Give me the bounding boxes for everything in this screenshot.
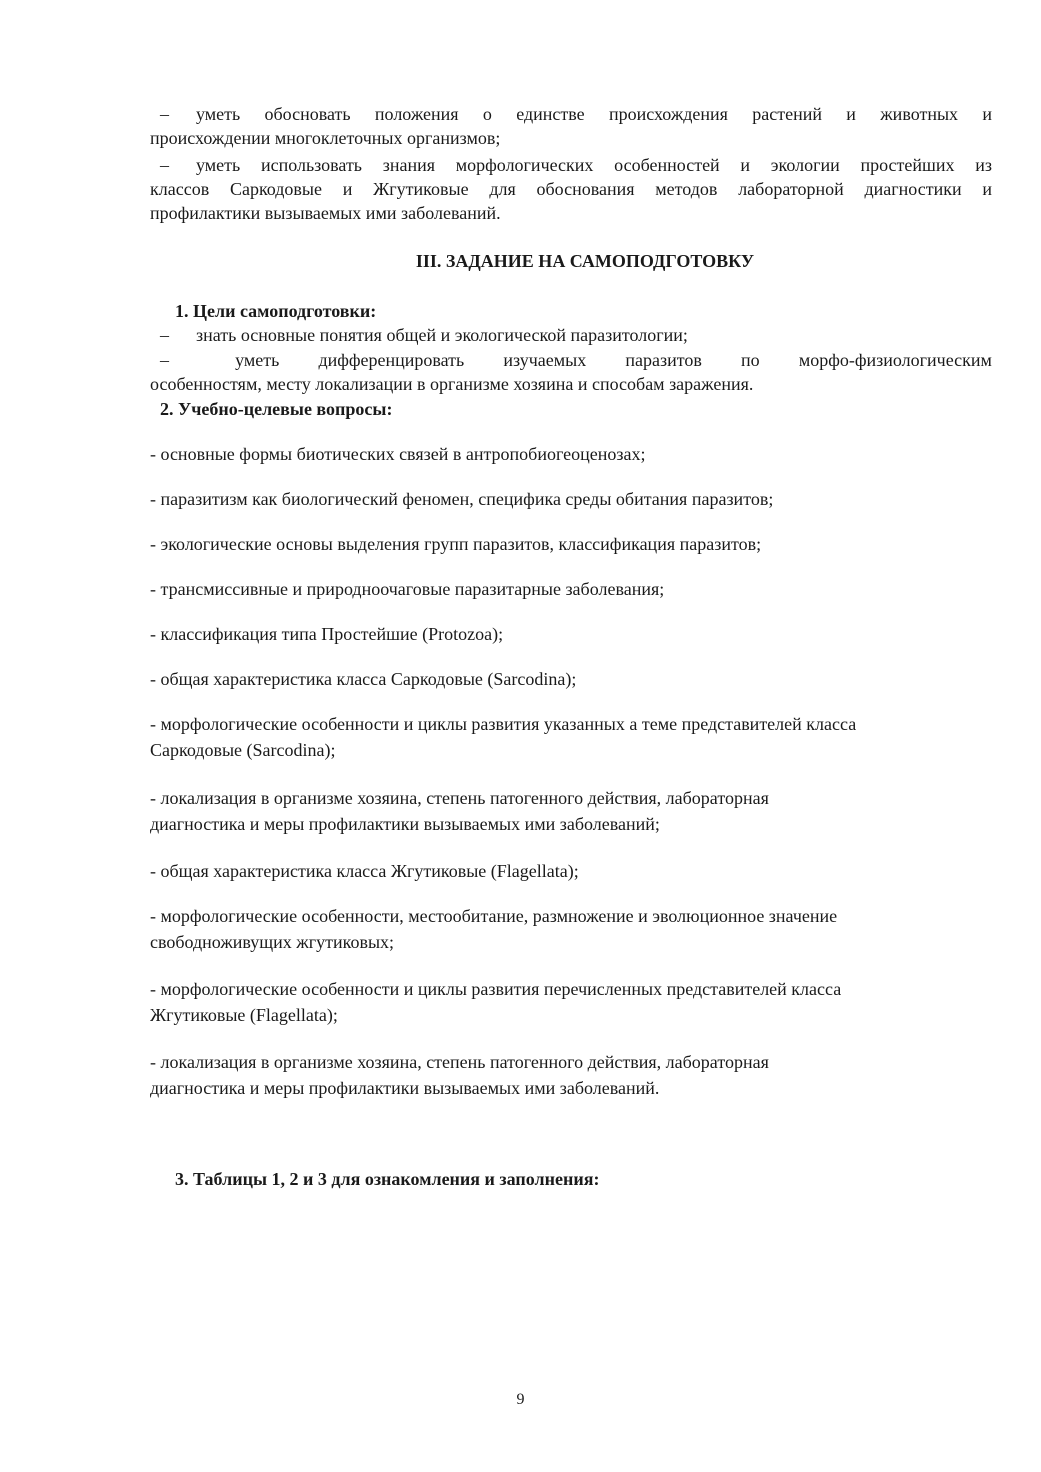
goals-bullet-1 <box>150 323 992 347</box>
question-item <box>150 976 992 1028</box>
question-item-line-1: - общая характеристика класса Саркодовые (Sarcodina); <box>150 669 577 689</box>
question-item-line-2: Саркодовые (Sarcodina); <box>150 740 336 760</box>
goals-bullet-2-word: морфо-физиологическим <box>798 350 992 370</box>
goals-bullet-2-word: паразитов <box>625 350 702 370</box>
goals-bullet-2-word: уметь <box>235 350 280 370</box>
question-item-line-1: - морфологические особенности, местообитание, размножение и эволюционное значение <box>150 906 838 926</box>
goals-bullet-2-line-2: особенностям, месту локализации в организме хозяина и способам заражения. <box>150 374 754 394</box>
goals-bullet-2-word: по <box>741 350 760 370</box>
question-item <box>150 858 992 884</box>
question-item-line-1: - классификация типа Простейшие (Protozoa); <box>150 624 504 644</box>
intro-bullet-2-line-1: уметь использовать знания морфологических особенностей и экологии простейших из <box>196 155 992 175</box>
question-item <box>150 621 992 647</box>
question-item-line-1: - морфологические особенности и циклы развития указанных а теме представителей класса <box>150 714 857 734</box>
question-item-line-2: диагностика и меры профилактики вызываемых ими заболеваний; <box>150 814 660 834</box>
question-item-line-1: - экологические основы выделения групп паразитов, классификация паразитов; <box>150 534 762 554</box>
question-item-line-2: диагностика и меры профилактики вызываемых ими заболеваний. <box>150 1078 660 1098</box>
questions-heading: 2. Учебно-целевые вопросы: <box>160 399 393 419</box>
tables-heading: 3. Таблицы 1, 2 и 3 для ознакомления и заполнения: <box>175 1169 600 1189</box>
question-item <box>150 903 992 955</box>
question-item-line-1: - трансмиссивные и природноочаговые паразитарные заболевания; <box>150 579 665 599</box>
question-item <box>150 1049 992 1101</box>
question-item-line-1: - основные формы биотических связей в антропобиогеоценозах; <box>150 444 646 464</box>
dash-marker: – <box>160 155 169 175</box>
question-item <box>150 711 992 763</box>
dash-marker: – <box>160 350 169 370</box>
question-item <box>150 531 992 557</box>
intro-bullet-2 <box>150 153 992 225</box>
question-item <box>150 666 992 692</box>
intro-bullet-1-line-1: уметь обосновать положения о единстве происхождения растений и животных и <box>196 104 992 124</box>
goals-bullet-2 <box>150 348 992 396</box>
question-item-line-1: - общая характеристика класса Жгутиковые (Flagellata); <box>150 861 579 881</box>
question-item-line-1: - паразитизм как биологический феномен, специфика среды обитания паразитов; <box>150 489 774 509</box>
question-item-line-1: - морфологические особенности и циклы развития перечисленных представителей класса <box>150 979 842 999</box>
intro-bullet-1 <box>150 102 992 150</box>
page-number: 9 <box>516 1391 525 1408</box>
intro-bullet-2-line-3: профилактики вызываемых ими заболеваний. <box>150 203 501 223</box>
dash-marker: – <box>160 104 169 124</box>
goals-bullet-1-text: знать основные понятия общей и экологической паразитологии; <box>196 325 688 345</box>
goals-heading: 1. Цели самоподготовки: <box>175 301 377 321</box>
question-item <box>150 576 992 602</box>
question-item-line-1: - локализация в организме хозяина, степень патогенного действия, лабораторная <box>150 788 769 808</box>
question-item-line-2: Жгутиковые (Flagellata); <box>150 1005 338 1025</box>
goals-bullet-2-word: изучаемых <box>503 350 587 370</box>
intro-bullet-1-line-2: происхождении многоклеточных организмов; <box>150 128 501 148</box>
section-title: III. ЗАДАНИЕ НА САМОПОДГОТОВКУ <box>415 251 755 271</box>
question-item <box>150 785 992 837</box>
dash-marker: – <box>160 325 169 345</box>
goals-bullet-2-word: дифференцировать <box>318 350 465 370</box>
question-item <box>150 441 992 467</box>
question-item <box>150 486 992 512</box>
intro-bullet-2-line-2: классов Саркодовые и Жгутиковые для обоснования методов лабораторной диагностики и <box>150 179 992 199</box>
question-item-line-2: свободноживущих жгутиковых; <box>150 932 395 952</box>
question-item-line-1: - локализация в организме хозяина, степень патогенного действия, лабораторная <box>150 1052 769 1072</box>
